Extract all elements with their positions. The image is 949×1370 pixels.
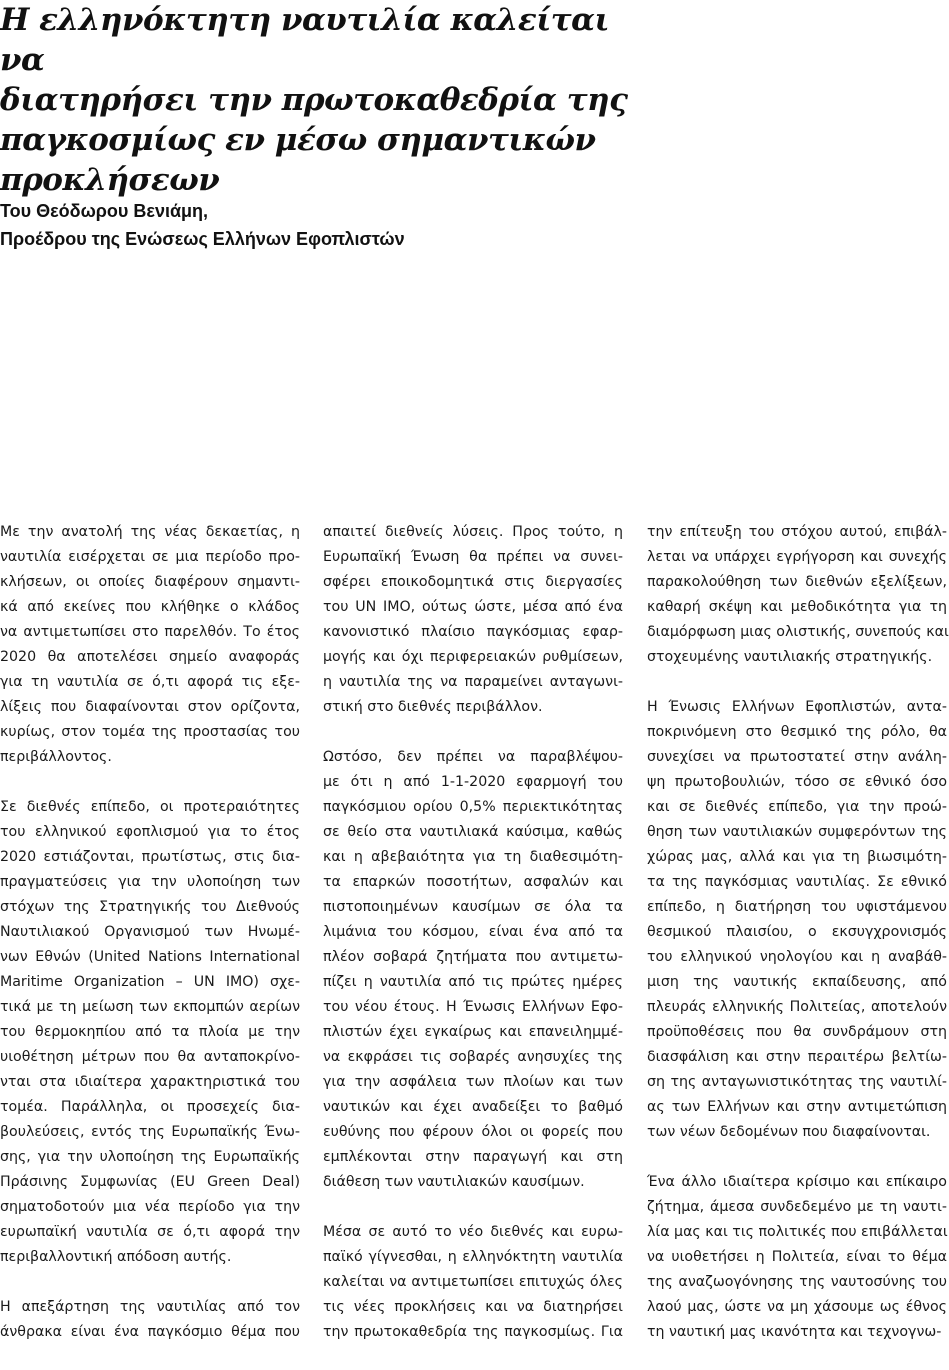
body-text-line: Η Ένωσις Ελλήνων Εφοπλιστών, αντα- [647, 699, 947, 715]
body-text-line: μιση της ναυτικής εκπαίδευσης, από [647, 974, 947, 990]
article-headline [0, 0, 640, 200]
body-text-line: θεσμικού πλαισίου, ο εκσυγχρονισμός [647, 924, 947, 940]
body-text-line: καλείται να αντιμετωπίσει επιτυχώς όλες [323, 1274, 623, 1290]
byline-role: Προέδρου της Ενώσεως Ελλήνων Εφοπλιστών [0, 229, 405, 249]
body-text-line: πιστοποιημένων καυσίμων σε όλα τα [323, 899, 623, 915]
body-text-line: παϊκό γίγνεσθαι, η ελληνόκτητη ναυτιλία [323, 1249, 623, 1265]
body-paragraph [323, 1220, 623, 1345]
body-text-line: στόχων της Στρατηγικής του Διεθνούς [0, 899, 300, 915]
body-text-line: του UN IMO, ούτως ώστε, μέσα από ένα [323, 599, 623, 615]
body-text-line: χώρας μας, αλλά και για τη βιωσιμότη- [647, 849, 947, 865]
body-paragraph [323, 520, 623, 720]
body-text-line: Μέσα σε αυτό το νέο διεθνές και ευρω- [323, 1224, 623, 1240]
body-text-line: Ναυτιλιακού Οργανισμού των Ηνωμέ- [0, 924, 300, 940]
body-text-line: των νέων δεδομένων που διαφαίνονται. [647, 1124, 931, 1140]
body-text-line: Ωστόσο, δεν πρέπει να παραβλέψου- [323, 749, 623, 765]
body-text-line: λεται να υπάρχει εγρήγορση και συνεχής [647, 549, 947, 565]
body-text-line: συνεχίσει να πρωτοστατεί στην ανάλη- [647, 749, 947, 765]
body-text-line: με ότι η από 1-1-2020 εφαρμογή του [323, 774, 623, 790]
body-text-line: κυρίως, στον τομέα της προστασίας του [0, 724, 300, 740]
body-text-line: η ναυτιλία της να παραμείνει ανταγωνι- [323, 674, 623, 690]
body-text-line: στοχευμένης ναυτιλιακής στρατηγικής. [647, 649, 933, 665]
body-text-line: Πράσινης Συμφωνίας (EU Green Deal) [0, 1174, 300, 1190]
body-text-line: για τη ναυτιλία σε ό,τι αφορά τις εξε- [0, 674, 300, 690]
body-text-line: σης, για την υλοποίηση της Ευρωπαϊκής [0, 1149, 300, 1165]
body-text-line: να αντιμετωπίσει στο παρελθόν. Το έτος [0, 624, 300, 640]
body-text-line: μογής και όχι περιφερειακών ρυθμίσεων, [323, 649, 623, 665]
body-text-line: θηση των ναυτιλιακών συμφερόντων της [647, 824, 947, 840]
body-text-line: απαιτεί διεθνείς λύσεις. Προς τούτο, η [323, 524, 623, 540]
body-text-line: εμπλέκονται στην παραγωγή και στη [323, 1149, 623, 1165]
body-text-line: Ένα άλλο ιδιαίτερα κρίσιμο και επίκαιρο [647, 1174, 947, 1190]
body-text-line: του ελληνικού νηολογίου και η αναβάθ- [647, 949, 947, 965]
body-text-line: ζήτημα, άμεσα συνδεδεμένο με τη ναυτι- [647, 1199, 947, 1215]
body-text-line: λία μας και τις πολιτικές που επιβάλλεται [647, 1224, 948, 1240]
body-text-line: ση της ανταγωνιστικότητας της ναυτιλί- [647, 1074, 947, 1090]
body-text-line: καθαρή σκέψη και μεθοδικότητα για τη [647, 599, 947, 615]
body-text-line: σηματοδοτούν μια νέα περίοδο για την [0, 1199, 300, 1215]
text-column-2 [323, 520, 623, 1370]
body-text-line: προϋποθέσεις που θα συνδράμουν στη [647, 1024, 947, 1040]
body-text-line: υιοθέτηση μέτρων που θα ανταποκρίνο- [0, 1049, 300, 1065]
body-text-line: ας των Ελλήνων και στην αντιμετώπιση [647, 1099, 947, 1115]
body-text-line: να υιοθετήσει η Πολιτεία, είναι το θέμα [647, 1249, 947, 1265]
body-text-line: ναυτικών και έχει αναδείξει το βαθμό [323, 1099, 623, 1115]
body-text-line: σε θείο στα ναυτιλιακά καύσιμα, καθώς [323, 824, 623, 840]
body-text-line: πλέον σοβαρά ζητήματα που αντιμετω- [323, 949, 623, 965]
body-paragraph [0, 1295, 300, 1345]
body-text-line: Maritime Organization – UN IMO) σχε- [0, 974, 300, 990]
body-text-line: ναυτιλία εισέρχεται σε μια περίοδο προ- [0, 549, 300, 565]
body-text-line: την επίτευξη του στόχου αυτού, επιβάλ- [647, 524, 947, 540]
body-text-line: την πρωτοκαθεδρία της παγκοσμίως. Για [323, 1324, 623, 1340]
body-text-line: λίξεις που διαφαίνονται στον ορίζοντα, [0, 699, 300, 715]
body-text-line: για την ασφάλεια των πλοίων και των [323, 1074, 623, 1090]
body-text-line: ποκρινόμενη στο θεσμικό της ρόλο, θα [647, 724, 947, 740]
body-text-line: Η απεξάρτηση της ναυτιλίας από τον [0, 1299, 300, 1315]
body-text-line: Ευρωπαϊκή Ένωση θα πρέπει να συνει- [323, 549, 623, 565]
body-text-line: παγκόσμιου ορίου 0,5% περιεκτικότητας [323, 799, 623, 815]
body-text-line: τομέα. Παράλληλα, οι προσεχείς δια- [0, 1099, 300, 1115]
body-text-line: κανονιστικό πλαίσιο παγκόσμιας εφαρ- [323, 624, 623, 640]
body-text-line: του θερμοκηπίου από τα πλοία με την [0, 1024, 300, 1040]
body-text-line: πραγματεύσεις για την υλοποίηση των [0, 874, 300, 890]
headline-line: Η ελληνόκτητη ναυτιλία καλείται να [0, 2, 609, 78]
body-text-line: του νέου έτους. Η Ένωσις Ελλήνων Εφο- [323, 999, 623, 1015]
body-text-line: περιβάλλοντος. [0, 749, 112, 765]
body-text-line: τικά με τη μείωση των εκπομπών αερίων [0, 999, 300, 1015]
body-text-line: λαού μας, ώστε να μη χάσουμε ως έθνος [647, 1299, 947, 1315]
body-text-line: παρακολούθηση των διεθνών εξελίξεων, [647, 574, 947, 590]
body-paragraph [647, 1170, 947, 1345]
body-paragraph [647, 520, 947, 670]
headline-line: παγκοσμίως εν μέσω σημαντικών [0, 122, 596, 158]
body-text-line: τις νέες προκλήσεις και να διατηρήσει [323, 1299, 623, 1315]
body-text-line: νων Εθνών (United Nations International [0, 949, 300, 965]
byline [0, 197, 700, 253]
body-text-line: κλήσεων, οι οποίες διαφέρουν σημαντι- [0, 574, 300, 590]
body-text-line: νται στα ιδιαίτερα χαρακτηριστικά του [0, 1074, 300, 1090]
body-text-line: τα επαρκών ποσοτήτων, ασφαλών και [323, 874, 623, 890]
body-text-line: διαμόρφωση μιας ολιστικής, συνεπούς και [647, 624, 949, 640]
body-text-line: ψη πρωτοβουλιών, τόσο σε εθνικό όσο [647, 774, 947, 790]
text-column-3 [647, 520, 947, 1370]
body-text-line: άνθρακα είναι ένα παγκόσμιο θέμα που [0, 1324, 300, 1340]
body-text-line: τη ναυτική μας ικανότητα και τεχνογνω- [647, 1324, 942, 1340]
body-text-line: να εκφράσει τις σοβαρές ανησυχίες της [323, 1049, 623, 1065]
body-text-line: 2020 εστιάζονται, πρωτίστως, στις δια- [0, 849, 300, 865]
body-text-line: ευρωπαϊκή ναυτιλία σε ό,τι αφορά την [0, 1224, 300, 1240]
body-text-line: λιμάνια του κόσμου, είναι ένα από τα [323, 924, 623, 940]
headline-line: προκλήσεων [0, 162, 220, 198]
body-text-line: Με την ανατολή της νέας δεκαετίας, η [0, 524, 300, 540]
body-paragraph [323, 745, 623, 1195]
body-text-line: περιβαλλοντική απόδοση αυτής. [0, 1249, 232, 1265]
body-text-line: κά από εκείνες που κλήθηκε ο κλάδος [0, 599, 300, 615]
body-text-line: πλευράς ελληνικής Πολιτείας, αποτελούν [647, 999, 947, 1015]
headline-line: διατηρήσει την πρωτοκαθεδρία της [0, 82, 628, 118]
body-paragraph [647, 695, 947, 1145]
body-text-line: πλιστών έχει εγκαίρως και επανειλημμέ- [323, 1024, 623, 1040]
body-text-line: της αναζωογόνησης της ναυτοσύνης του [647, 1274, 947, 1290]
body-text-line: στική στο διεθνές περιβάλλον. [323, 699, 543, 715]
body-text-line: ευθύνης που φέρουν όλοι οι φορείς που [323, 1124, 623, 1140]
body-text-line: σφέρει εποικοδομητικά στις διεργασίες [323, 574, 623, 590]
body-text-line: επίπεδο, η διατήρηση του υφιστάμενου [647, 899, 947, 915]
body-text-line: Σε διεθνές επίπεδο, οι προτεραιότητες [0, 799, 300, 815]
body-text-line: διάθεση των ναυτιλιακών καυσίμων. [323, 1174, 585, 1190]
byline-author: Του Θεόδωρου Βενιάμη, [0, 201, 209, 221]
body-paragraph [0, 520, 300, 770]
body-text-line: και η αβεβαιότητα για τη διαθεσιμότη- [323, 849, 623, 865]
body-paragraph [0, 795, 300, 1270]
body-text-line: διασφάλιση και στην περαιτέρω βελτίω- [647, 1049, 947, 1065]
body-text-line: 2020 θα αποτελέσει σημείο αναφοράς [0, 649, 300, 665]
body-text-line: πίζει η ναυτιλία από τις πρώτες ημέρες [323, 974, 623, 990]
body-text-line: και σε διεθνές επίπεδο, για την προώ- [647, 799, 947, 815]
body-text-line: του ελληνικού εφοπλισμού για το έτος [0, 824, 300, 840]
text-column-1 [0, 520, 300, 1370]
body-text-line: τα της παγκόσμιας ναυτιλίας. Σε εθνικό [647, 874, 947, 890]
body-text-line: βουλεύσεις, εντός της Ευρωπαϊκής Ένω- [0, 1124, 300, 1140]
